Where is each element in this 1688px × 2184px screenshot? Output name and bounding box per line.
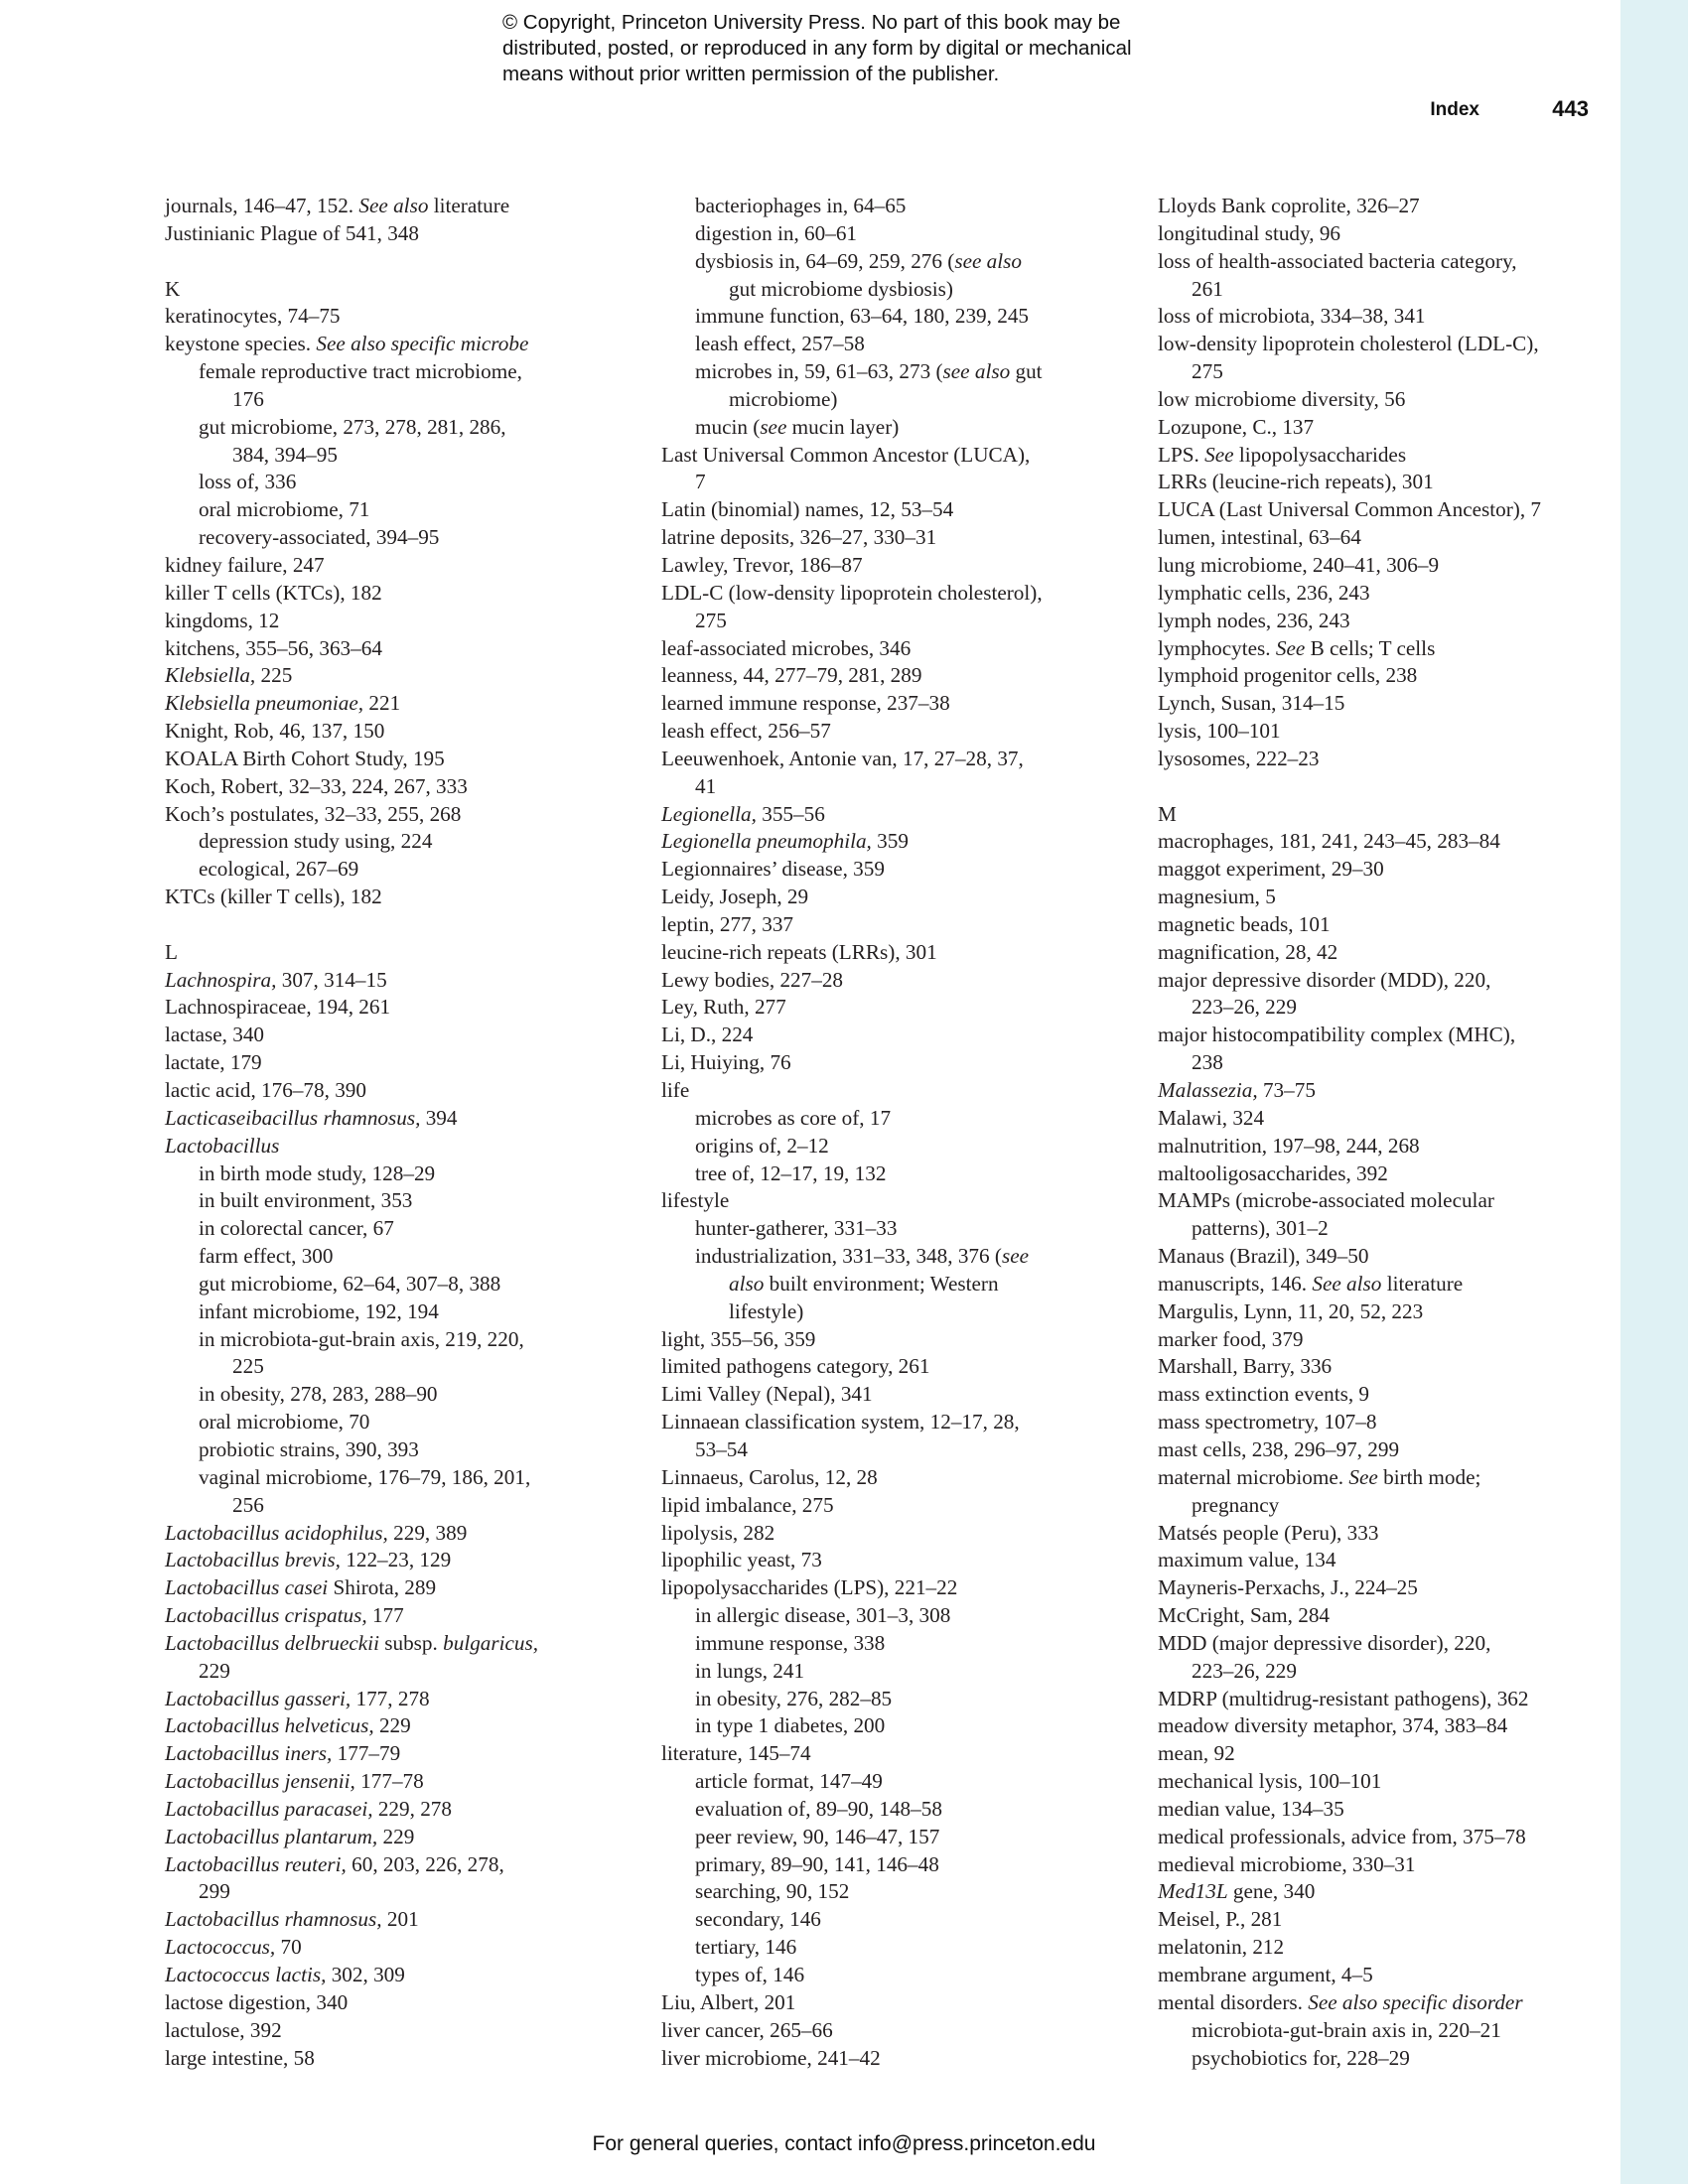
index-entry: lipopolysaccharides (LPS), 221–22 [661, 1575, 958, 1600]
running-head [1192, 96, 1589, 126]
index-entry: Lactobacillus [165, 1133, 280, 1158]
index-subentry: microbes in, 59, 61–63, 273 (see also gut microbiome) [695, 359, 1043, 411]
index-subentry: in lungs, 241 [695, 1658, 805, 1683]
index-subentry: in type 1 diabetes, 200 [695, 1713, 886, 1738]
index-entry: medical professionals, advice from, 375–78 [1158, 1824, 1526, 1848]
index-subentry: leash effect, 257–58 [695, 332, 865, 356]
index-subentry: primary, 89–90, 141, 146–48 [695, 1851, 939, 1876]
index-entry: leucine-rich repeats (LRRs), 301 [661, 939, 937, 964]
index-entry: Justinianic Plague of 541, 348 [165, 220, 419, 245]
index-subentry: bacteriophages in, 64–65 [695, 194, 907, 217]
index-entry: literature, 145–74 [661, 1741, 811, 1766]
index-entry: low microbiome diversity, 56 [1158, 386, 1406, 411]
index-entry: maternal microbiome. See birth mode; pregnancy [1158, 1464, 1481, 1517]
index-letter-heading: L [165, 939, 178, 964]
index-entry: Limi Valley (Nepal), 341 [661, 1382, 873, 1407]
index-subentry: article format, 147–49 [695, 1769, 883, 1794]
index-entry: lymphocytes. See B cells; T cells [1158, 635, 1436, 660]
index-entry: lactulose, 392 [165, 2017, 282, 2042]
index-entry: Marshall, Barry, 336 [1158, 1354, 1333, 1379]
index-letter-heading: K [165, 276, 181, 301]
index-entry: lymph nodes, 236, 243 [1158, 608, 1350, 632]
index-entry: magnesium, 5 [1158, 885, 1276, 909]
index-subentry: digestion in, 60–61 [695, 220, 858, 245]
index-entry: Latin (binomial) names, 12, 53–54 [661, 497, 954, 522]
index-entry: Lactobacillus reuteri, 60, 203, 226, 278, 299 [165, 1851, 504, 1904]
index-entry: Linnaeus, Carolus, 12, 28 [661, 1464, 878, 1489]
index-subentry: gut microbiome, 62–64, 307–8, 388 [199, 1271, 501, 1296]
index-entry: maximum value, 134 [1158, 1548, 1336, 1572]
index-entry: latrine deposits, 326–27, 330–31 [661, 525, 937, 550]
index-entry: MDD (major depressive disorder), 220, 223–26, 229 [1158, 1630, 1491, 1683]
index-entry: maggot experiment, 29–30 [1158, 857, 1384, 882]
index-subentry: tree of, 12–17, 19, 132 [695, 1160, 887, 1185]
index-entry: leash effect, 256–57 [661, 719, 831, 744]
index-entry: Lachnospiraceae, 194, 261 [165, 995, 391, 1020]
copyright-line: © Copyright, Princeton University Press. No part of this book may be [502, 11, 1121, 34]
index-entry: Lactobacillus casei Shirota, 289 [165, 1575, 437, 1600]
index-subentry: ecological, 267–69 [199, 857, 359, 882]
index-entry: Lynch, Susan, 314–15 [1158, 691, 1345, 716]
index-entry: Lactobacillus brevis, 122–23, 129 [165, 1548, 452, 1572]
index-entry: Med13L gene, 340 [1158, 1879, 1316, 1904]
index-entry: Margulis, Lynn, 11, 20, 52, 223 [1158, 1298, 1424, 1323]
index-entry: LUCA (Last Universal Common Ancestor), 7 [1158, 497, 1542, 522]
index-subentry: in microbiota-gut-brain axis, 219, 220, 225 [199, 1326, 524, 1379]
index-subentry: tertiary, 146 [695, 1935, 797, 1960]
index-entry: Linnaean classification system, 12–17, 28, 53–54 [661, 1410, 1020, 1461]
index-entry: LRRs (leucine-rich repeats), 301 [1158, 470, 1434, 494]
index-entry: large intestine, 58 [165, 2045, 315, 2070]
index-entry: median value, 134–35 [1158, 1796, 1344, 1821]
index-entry: lymphatic cells, 236, 243 [1158, 580, 1370, 605]
index-entry: Lactobacillus gasseri, 177, 278 [165, 1686, 430, 1710]
index-entry: Legionella pneumophila, 359 [661, 829, 909, 854]
index-entry: Lactobacillus plantarum, 229 [165, 1824, 415, 1848]
index-entry: lysosomes, 222–23 [1158, 746, 1320, 770]
index-entry: Lactobacillus helveticus, 229 [165, 1713, 411, 1738]
index-entry: Lewy bodies, 227–28 [661, 967, 844, 992]
index-entry: Lachnospira, 307, 314–15 [165, 967, 387, 992]
index-entry: macrophages, 181, 241, 243–45, 283–84 [1158, 829, 1500, 854]
index-entry: meadow diversity metaphor, 374, 383–84 [1158, 1713, 1508, 1738]
index-entry: Koch, Robert, 32–33, 224, 267, 333 [165, 773, 468, 798]
index-entry: journals, 146–47, 152. See also literature [165, 194, 510, 217]
index-entry: keratinocytes, 74–75 [165, 304, 341, 329]
index-entry: Lacticaseibacillus rhamnosus, 394 [165, 1105, 458, 1130]
index-entry: Meisel, P., 281 [1158, 1907, 1283, 1932]
index-entry: Legionella, 355–56 [661, 801, 825, 826]
index-entry: major histocompatibility complex (MHC), 238 [1158, 1023, 1516, 1075]
index-entry: Lactococcus, 70 [165, 1935, 302, 1960]
index-subentry: immune function, 63–64, 180, 239, 245 [695, 304, 1030, 329]
index-entry: leaf-associated microbes, 346 [661, 635, 912, 660]
index-entry: Lactobacillus rhamnosus, 201 [165, 1907, 419, 1932]
index-subentry: female reproductive tract microbiome, 176 [199, 359, 522, 411]
index-subentry: peer review, 90, 146–47, 157 [695, 1824, 940, 1848]
index-entry: keystone species. See also specific microbe [165, 332, 529, 356]
index-entry: KTCs (killer T cells), 182 [165, 885, 382, 909]
index-column-1 [165, 193, 661, 2072]
copyright-line: distributed, posted, or reproduced in any form by digital or mechanical [502, 37, 1132, 60]
index-entry: marker food, 379 [1158, 1326, 1304, 1351]
page-edge-band [1620, 0, 1688, 2184]
index-entry: mass extinction events, 9 [1158, 1382, 1370, 1407]
index-entry: Matsés people (Peru), 333 [1158, 1520, 1379, 1545]
index-entry: LDL-C (low-density lipoprotein cholesterol), 275 [661, 580, 1043, 632]
index-subentry: psychobiotics for, 228–29 [1192, 2045, 1410, 2070]
index-entry: lymphoid progenitor cells, 238 [1158, 663, 1418, 688]
index-entry: lactate, 179 [165, 1050, 262, 1075]
index-subentry: oral microbiome, 71 [199, 497, 370, 522]
index-entry: LPS. See lipopolysaccharides [1158, 442, 1407, 467]
index-entry: lysis, 100–101 [1158, 719, 1281, 744]
index-entry: Lozupone, C., 137 [1158, 414, 1315, 439]
index-subentry: in birth mode study, 128–29 [199, 1160, 436, 1185]
index-subentry: dysbiosis in, 64–69, 259, 276 (see also gut microbiome dysbiosis) [695, 248, 1022, 301]
index-entry: Mayneris-Perxachs, J., 224–25 [1158, 1575, 1418, 1600]
index-entry: Malassezia, 73–75 [1158, 1078, 1316, 1102]
index-subentry: origins of, 2–12 [695, 1133, 829, 1158]
footer-contact: For general queries, contact info@press.princeton.edu [592, 2132, 1096, 2155]
index-entry: light, 355–56, 359 [661, 1326, 816, 1351]
index-entry: Lactobacillus paracasei, 229, 278 [165, 1796, 452, 1821]
index-column-3 [1158, 193, 1624, 2072]
index-entry: Lawley, Trevor, 186–87 [661, 552, 863, 577]
index-entry: KOALA Birth Cohort Study, 195 [165, 746, 445, 770]
index-entry: Lactobacillus acidophilus, 229, 389 [165, 1520, 468, 1545]
index-entry: Li, Huiying, 76 [661, 1050, 791, 1075]
index-subentry: microbiota-gut-brain axis in, 220–21 [1192, 2017, 1501, 2042]
index-entry: Leidy, Joseph, 29 [661, 885, 809, 909]
index-subentry: gut microbiome, 273, 278, 281, 286, 384, 394–95 [199, 414, 506, 467]
index-entry: kingdoms, 12 [165, 608, 280, 632]
index-entry: lactose digestion, 340 [165, 1989, 349, 2014]
index-entry: MAMPs (microbe-associated molecular patterns), 301–2 [1158, 1188, 1494, 1241]
index-entry: Ley, Ruth, 277 [661, 995, 786, 1020]
index-entry: Lactobacillus jensenii, 177–78 [165, 1769, 424, 1794]
index-subentry: microbes as core of, 17 [695, 1105, 892, 1130]
index-subentry: evaluation of, 89–90, 148–58 [695, 1796, 942, 1821]
index-entry: Klebsiella pneumoniae, 221 [165, 691, 401, 716]
index-entry: kitchens, 355–56, 363–64 [165, 635, 382, 660]
running-head-section: Index [1430, 99, 1479, 120]
index-entry: limited pathogens category, 261 [661, 1354, 930, 1379]
index-entry: lipophilic yeast, 73 [661, 1548, 822, 1572]
index-subentry: in allergic disease, 301–3, 308 [695, 1603, 951, 1628]
index-subentry: types of, 146 [695, 1963, 805, 1986]
index-entry: malnutrition, 197–98, 244, 268 [1158, 1133, 1420, 1158]
index-entry: lung microbiome, 240–41, 306–9 [1158, 552, 1440, 577]
index-entry: Manaus (Brazil), 349–50 [1158, 1244, 1369, 1269]
index-entry: major depressive disorder (MDD), 220, 223–26, 229 [1158, 967, 1491, 1020]
index-entry: liver microbiome, 241–42 [661, 2045, 881, 2070]
index-entry: MDRP (multidrug-resistant pathogens), 362 [1158, 1686, 1529, 1710]
index-entry: Li, D., 224 [661, 1023, 754, 1047]
index-entry: medieval microbiome, 330–31 [1158, 1851, 1416, 1876]
index-entry: Koch’s postulates, 32–33, 255, 268 [165, 801, 462, 826]
index-subentry: in colorectal cancer, 67 [199, 1216, 394, 1241]
index-entry: leanness, 44, 277–79, 281, 289 [661, 663, 922, 688]
index-entry: mass spectrometry, 107–8 [1158, 1410, 1377, 1434]
index-entry: mental disorders. See also specific disorder [1158, 1989, 1523, 2014]
index-entry: Lactococcus lactis, 302, 309 [165, 1963, 405, 1986]
index-entry: lifestyle [661, 1188, 730, 1213]
index-entry: Malawi, 324 [1158, 1105, 1265, 1130]
index-entry: Legionnaires’ disease, 359 [661, 857, 885, 882]
index-entry: learned immune response, 237–38 [661, 691, 950, 716]
index-entry: McCright, Sam, 284 [1158, 1603, 1331, 1628]
index-letter-heading: M [1158, 801, 1177, 826]
index-entry: magnification, 28, 42 [1158, 939, 1338, 964]
index-entry: Lloyds Bank coprolite, 326–27 [1158, 194, 1420, 217]
index-subentry: searching, 90, 152 [695, 1879, 850, 1904]
index-subentry: depression study using, 224 [199, 829, 433, 854]
index-subentry: vaginal microbiome, 176–79, 186, 201, 256 [199, 1464, 531, 1517]
index-entry: life [661, 1078, 690, 1102]
index-subentry: infant microbiome, 192, 194 [199, 1298, 439, 1323]
index-subentry: mucin (see mucin layer) [695, 414, 900, 439]
page-number: 443 [1552, 96, 1589, 121]
index-subentry: immune response, 338 [695, 1630, 886, 1655]
index-entry: killer T cells (KTCs), 182 [165, 580, 382, 605]
index-entry: melatonin, 212 [1158, 1935, 1285, 1960]
index-entry: longitudinal study, 96 [1158, 220, 1341, 245]
index-entry: manuscripts, 146. See also literature [1158, 1271, 1464, 1296]
index-subentry: in obesity, 276, 282–85 [695, 1686, 893, 1710]
index-entry: maltooligosaccharides, 392 [1158, 1160, 1388, 1185]
index-entry: Last Universal Common Ancestor (LUCA), 7 [661, 442, 1031, 494]
index-entry: Liu, Albert, 201 [661, 1989, 796, 2014]
index-entry: Knight, Rob, 46, 137, 150 [165, 719, 385, 744]
index-entry: mechanical lysis, 100–101 [1158, 1769, 1382, 1794]
index-entry: kidney failure, 247 [165, 552, 325, 577]
index-entry: low-density lipoprotein cholesterol (LDL-C), 275 [1158, 332, 1539, 384]
index-subentry: probiotic strains, 390, 393 [199, 1436, 419, 1461]
index-subentry: loss of, 336 [199, 470, 297, 494]
index-entry: Lactobacillus iners, 177–79 [165, 1741, 401, 1766]
index-entry: loss of microbiota, 334–38, 341 [1158, 304, 1426, 329]
index-entry: lactase, 340 [165, 1023, 265, 1047]
index-entry: membrane argument, 4–5 [1158, 1963, 1373, 1986]
index-subentry: farm effect, 300 [199, 1244, 334, 1269]
index-subentry: oral microbiome, 70 [199, 1410, 370, 1434]
index-entry: Leeuwenhoek, Antonie van, 17, 27–28, 37, 41 [661, 746, 1024, 798]
copyright-notice [502, 10, 1257, 87]
index-entry: lumen, intestinal, 63–64 [1158, 525, 1361, 550]
index-subentry: in built environment, 353 [199, 1188, 413, 1213]
index-subentry: recovery-associated, 394–95 [199, 525, 440, 550]
index-entry: Klebsiella, 225 [165, 663, 293, 688]
index-column-2 [661, 193, 1158, 2072]
index-subentry: in obesity, 278, 283, 288–90 [199, 1382, 438, 1407]
index-entry: magnetic beads, 101 [1158, 911, 1331, 936]
index-subentry: hunter-gatherer, 331–33 [695, 1216, 898, 1241]
index-entry: lipolysis, 282 [661, 1520, 775, 1545]
index-entry: leptin, 277, 337 [661, 911, 794, 936]
index-entry: Lactobacillus crispatus, 177 [165, 1603, 404, 1628]
index-entry: liver cancer, 265–66 [661, 2017, 833, 2042]
index-subentry: secondary, 146 [695, 1907, 821, 1932]
index-entry: mast cells, 238, 296–97, 299 [1158, 1436, 1400, 1461]
index-entry: mean, 92 [1158, 1741, 1235, 1766]
index-entry: loss of health-associated bacteria category, 261 [1158, 248, 1517, 301]
index-subentry: industrialization, 331–33, 348, 376 (see also built environment; Western lifestyle) [695, 1244, 1030, 1323]
index-entry: lactic acid, 176–78, 390 [165, 1078, 366, 1102]
copyright-line: means without prior written permission of the publisher. [502, 63, 1000, 85]
index-entry: Lactobacillus delbrueckii subsp. bulgaricus, 229 [165, 1630, 539, 1683]
index-entry: lipid imbalance, 275 [661, 1492, 834, 1517]
